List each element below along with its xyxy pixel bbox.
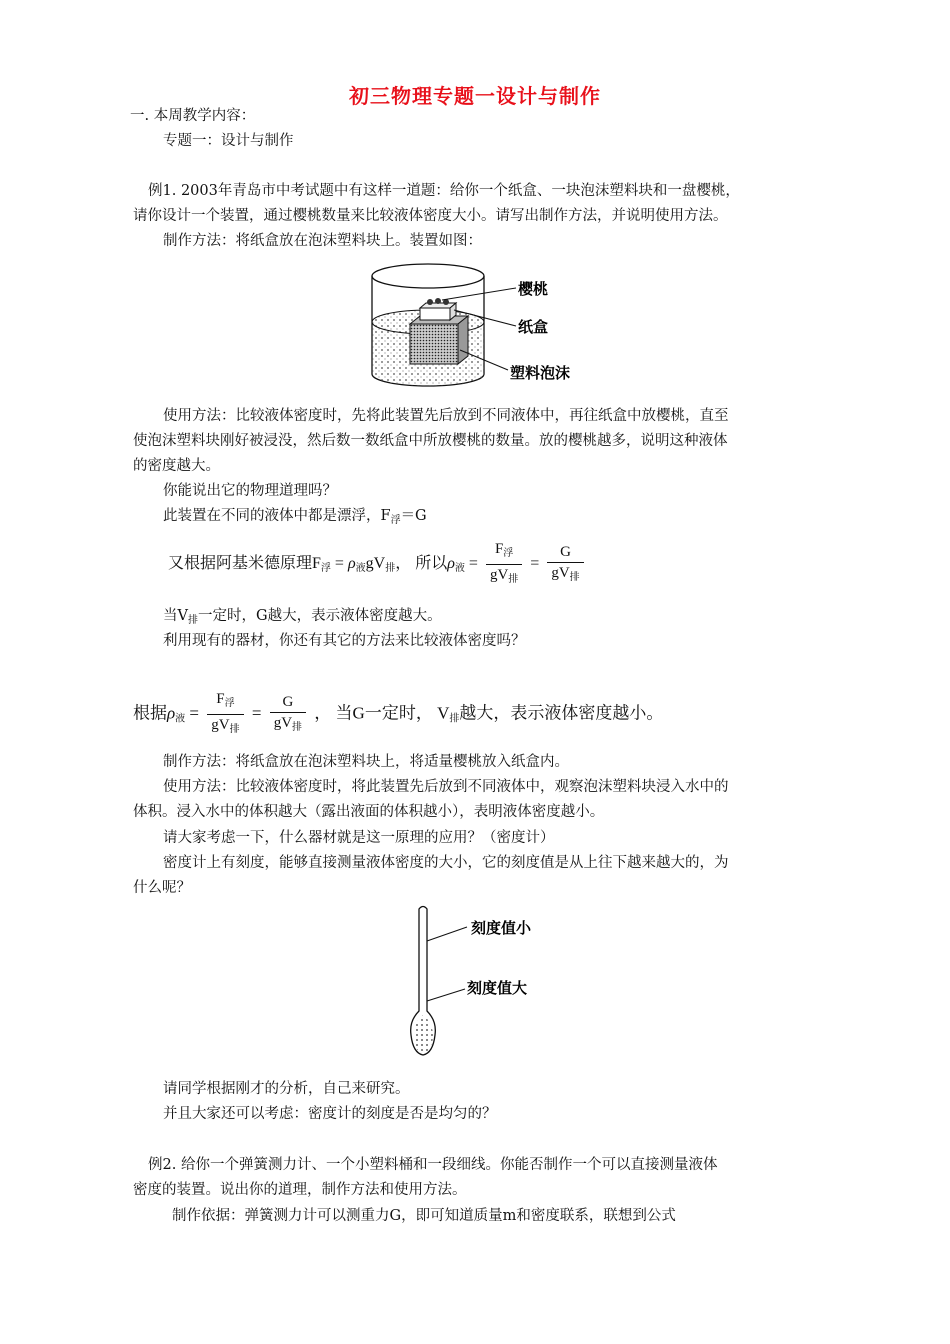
- usage2-line1: 使用方法：比较液体密度时，将此装置先后放到不同液体中，观察泡沫塑料块浸入水中的: [163, 779, 729, 795]
- example2-line2: 密度的装置。说出你的道理，制作方法和使用方法。: [133, 1182, 467, 1198]
- method-line: 制作方法：将纸盒放在泡沫塑料块上。装置如图：: [163, 233, 482, 249]
- uniform-question: 并且大家还可以考虑：密度计的刻度是否是均匀的？: [163, 1106, 497, 1122]
- label-paper-box: 纸盒: [518, 318, 549, 336]
- example1-line1: 例1. 2003年青岛市中考试题中有这样一道题：给你一个纸盒、一块泡沫塑料块和一盘樱桃，: [148, 183, 740, 199]
- hydrometer-line1: 密度计上有刻度，能够直接测量液体密度的大小，它的刻度值是从上往下越来越大的，为: [163, 855, 729, 871]
- study-line: 请同学根据刚才的分析，自己来研究。: [163, 1081, 410, 1097]
- float-line: 此装置在不同的液体中都是漂浮，$F_浮=G$: [163, 508, 427, 526]
- label-cherry: 樱桃: [518, 280, 549, 298]
- example2-basis: 制作依据：弹簧测力计可以测重力G，即可知道质量m和密度联系，联想到公式: [172, 1208, 676, 1224]
- usage-line3: 的密度越大。: [133, 458, 220, 474]
- usage-line2: 使泡沫塑料块刚好被浸没，然后数一数纸盒中所放樱桃的数量。放的樱桃越多，说明这种液体: [133, 433, 728, 449]
- conclusion-line: 当$V_排$一定时，G越大，表示液体密度越大。: [163, 608, 442, 626]
- formula-density: 根据$\rho_液$ = $\frac{F_浮}{gV_排}$ = $\frac{G}{gV_排}$ ， 当G一定时， $V_排$越大，表示液体密度越小。: [133, 691, 664, 735]
- example2-line1: 例2. 给你一个弹簧测力计、一个小塑料桶和一段细线。你能否制作一个可以直接测量液体: [148, 1157, 718, 1173]
- hydrometer-line2: 什么呢？: [133, 880, 191, 896]
- usage2-line2: 体积。浸入水中的体积越大（露出液面的体积越小），表明液体密度越小。: [133, 804, 605, 820]
- label-scale-small: 刻度值小: [471, 919, 532, 937]
- topic-line: 专题一：设计与制作: [163, 133, 294, 149]
- method2-line: 制作方法：将纸盒放在泡沫塑料块上，将适量樱桃放入纸盒内。: [163, 754, 569, 770]
- formula-archimedes: 又根据阿基米德原理$F_浮 = \rho_液gV_排$， 所以$\rho_液$ = $\frac{F_浮}{gV_排}$ = $\frac{G}{gV_排}$: [168, 540, 588, 589]
- page-title: 初三物理专题一设计与制作: [349, 84, 601, 108]
- usage-line1: 使用方法：比较液体密度时，先将此装置先后放到不同液体中，再往纸盒中放樱桃，直至: [163, 408, 729, 424]
- question-instrument: 请大家考虑一下，什么器材就是这一原理的应用？（密度计）: [163, 830, 555, 846]
- hydrometer-figure: [405, 903, 555, 1063]
- question-physics: 你能说出它的物理道理吗？: [163, 483, 337, 499]
- label-scale-large: 刻度值大: [467, 979, 528, 997]
- section-heading: 一. 本周教学内容：: [130, 108, 256, 124]
- cherry-device-figure: [368, 258, 588, 398]
- example1-line2: 请你设计一个装置，通过樱桃数量来比较液体密度大小。请写出制作方法，并说明使用方法。: [133, 208, 728, 224]
- label-foam: 塑料泡沫: [510, 364, 571, 382]
- question-other-method: 利用现有的器材，你还有其它的方法来比较液体密度吗？: [163, 633, 526, 649]
